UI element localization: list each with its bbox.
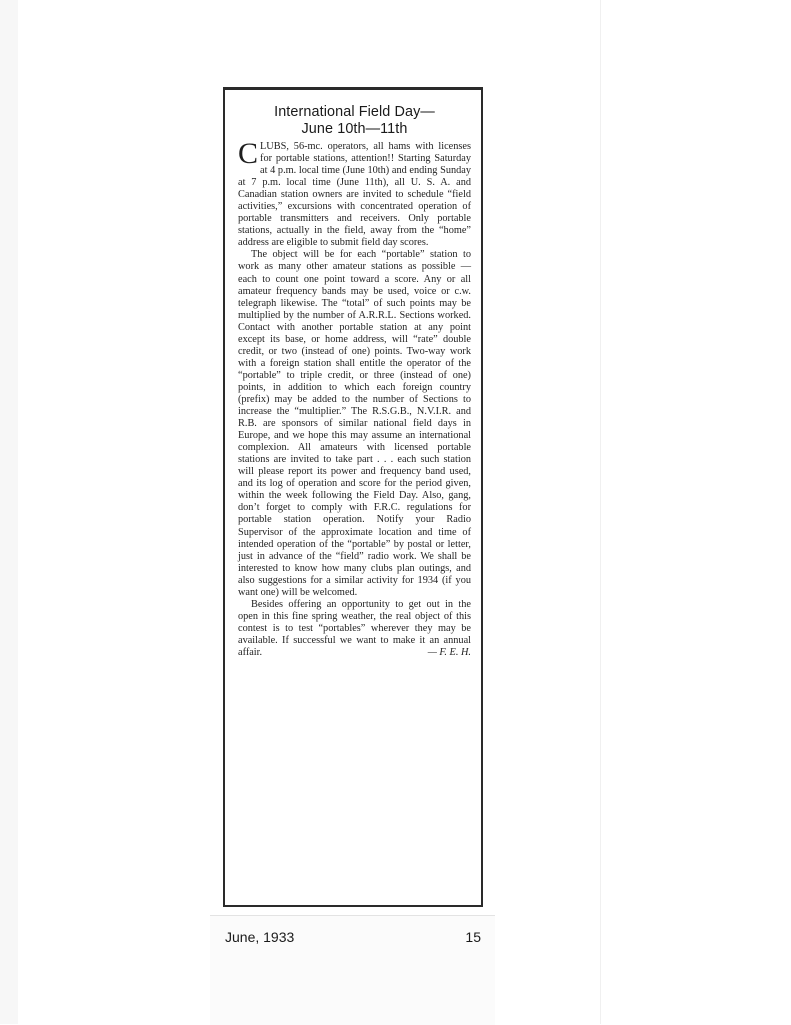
article-clipping [223, 87, 483, 907]
article-paragraph-3-text: Besides offering an opportunity to get out in the open in this fine spring weather, the real object of this contest is to test “portables” wherever they may be available. If successful we want to make it an annual affair. [238, 598, 471, 658]
drop-cap: C [238, 137, 259, 170]
article-title-line-1: International Field Day— [274, 104, 435, 120]
article-paragraph-1-text: LUBS, 56-mc. operators, all hams with licenses for portable stations, attention!! Starting Saturday at 4 p.m. local time (June 10th) and ending Sunday at 7 p.m. local time (June 11th), all U. S. A. and Canadian station owners are invited to schedule “field activities,” excursions with concentrated operation of portable transmitters and receivers. Only portable stations, actually in the field, away from the “home” address are eligible to submit field day scores. [238, 141, 471, 249]
page-footer [223, 929, 483, 951]
article-title-line-2: June 10th—11th [301, 121, 408, 137]
author-signature: — F. E. H. [427, 646, 471, 658]
issue-date: June, 1933 [225, 929, 295, 945]
article-body [238, 137, 471, 659]
article-paragraph-3 [238, 599, 471, 659]
scan-edge-left [0, 0, 18, 1024]
article-paragraph-2: The object will be for each “portable” station to work as many other amateur stations as possible — each to count one point toward a score. Any or all amateur frequency bands may be used, voice or c.w. telegraph likewise. The “total” of such points may be multiplied by the number of A.R.R.L. Sections worked. Contact with another portable station at any point except its base, or home address, will “rate” double credit, or two (instead of one) points. Two-way work with a foreign station shall entitle the operator of the “portable” to triple credit, or three (instead of one) points, in addition to which each foreign country (prefix) may be added to the number of Sections to increase the “multiplier.” The R.S.G.B., N.V.I.R. and R.B. are sponsors of similar national field days in Europe, and we hope this may assume an international complexion. All amateurs with licensed portable stations are invited to take part . . . each such station will please report its power and frequency band used, and its log of operation and score for the period given, within the week following the Field Day. Also, gang, don’t forget to comply with F.R.C. regulations for portable station operation. Notify your Radio Supervisor of the approximate location and time of intended operation of the “portable” by postal or letter, just in advance of the “field” radio work. We shall be interested to know how many clubs plan outings, and also suggestions for a similar activity for 1934 (if you want one) will be welcomed. [238, 249, 471, 598]
article-title [238, 104, 471, 138]
page-number: 15 [465, 929, 481, 945]
scan-fold-line [600, 0, 601, 1024]
article-paragraph-1 [238, 137, 471, 249]
